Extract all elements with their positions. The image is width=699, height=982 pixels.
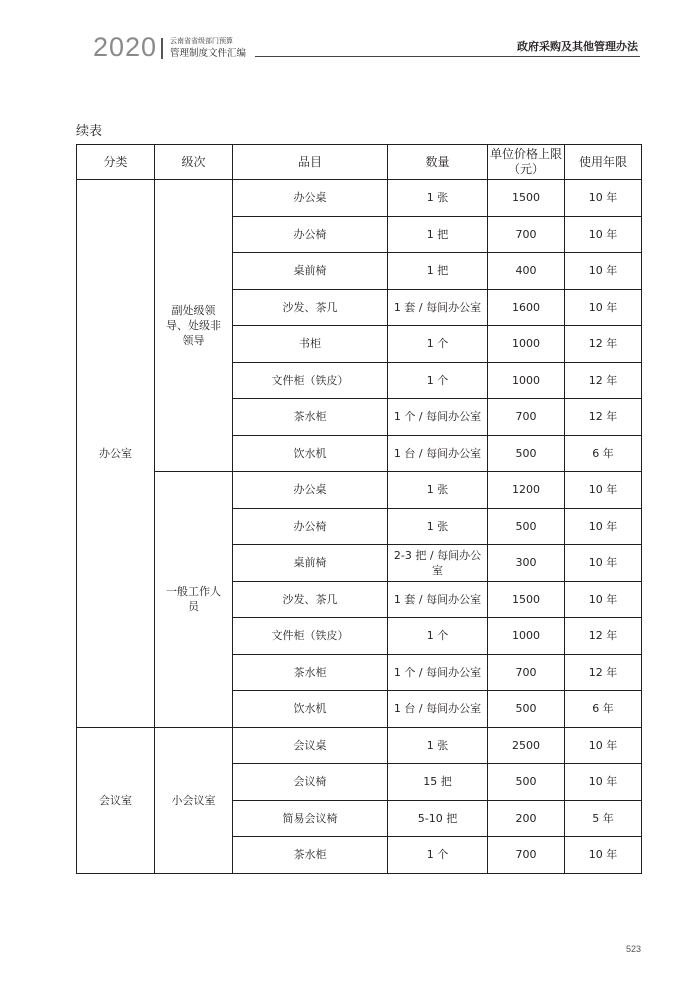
years-cell: 5 年	[565, 800, 642, 837]
years-cell: 6 年	[565, 691, 642, 728]
header-level: 级次	[155, 145, 233, 180]
quantity-cell: 1 个	[388, 837, 488, 874]
quantity-cell: 1 个	[388, 362, 488, 399]
continued-label: 续表	[76, 124, 103, 139]
table-row	[77, 472, 642, 509]
years-cell: 10 年	[565, 508, 642, 545]
years-cell: 12 年	[565, 399, 642, 436]
quantity-cell: 1 个	[388, 618, 488, 655]
header-item: 品目	[233, 145, 388, 180]
price-cell: 1000	[488, 618, 565, 655]
quantity-cell: 1 把	[388, 253, 488, 290]
quantity-cell: 1 张	[388, 472, 488, 509]
level-cell: 小会议室	[155, 727, 233, 873]
item-cell: 茶水柜	[233, 654, 388, 691]
price-cell: 500	[488, 508, 565, 545]
quantity-cell: 5-10 把	[388, 800, 488, 837]
price-cell: 700	[488, 654, 565, 691]
years-cell: 10 年	[565, 180, 642, 217]
quantity-cell: 1 个 / 每间办公室	[388, 654, 488, 691]
quantity-cell: 1 套 / 每间办公室	[388, 581, 488, 618]
header-subtitle-bottom: 管理制度文件汇编	[170, 48, 247, 59]
item-cell: 办公桌	[233, 180, 388, 217]
price-cell: 1000	[488, 326, 565, 363]
item-cell: 桌前椅	[233, 545, 388, 582]
item-cell: 简易会议椅	[233, 800, 388, 837]
item-cell: 饮水机	[233, 435, 388, 472]
item-cell: 桌前椅	[233, 253, 388, 290]
price-cell: 700	[488, 399, 565, 436]
price-cell: 700	[488, 216, 565, 253]
header-divider	[161, 38, 163, 59]
level-cell: 副处级领导、处级非领导	[155, 180, 233, 472]
quantity-cell: 1 张	[388, 508, 488, 545]
years-cell: 10 年	[565, 289, 642, 326]
table-row	[77, 180, 642, 217]
header-price-limit: 单位价格上限（元）	[488, 145, 565, 180]
item-cell: 会议椅	[233, 764, 388, 801]
item-cell: 茶水柜	[233, 399, 388, 436]
price-cell: 2500	[488, 727, 565, 764]
price-cell: 1500	[488, 581, 565, 618]
price-cell: 300	[488, 545, 565, 582]
years-cell: 10 年	[565, 581, 642, 618]
years-cell: 10 年	[565, 253, 642, 290]
quantity-cell: 15 把	[388, 764, 488, 801]
header-section-title: 政府采购及其他管理办法	[517, 40, 638, 53]
years-cell: 10 年	[565, 727, 642, 764]
quantity-cell: 1 套 / 每间办公室	[388, 289, 488, 326]
header-subtitle-top: 云南省省级部门预算	[170, 37, 233, 45]
quantity-cell: 1 个	[388, 326, 488, 363]
price-cell: 500	[488, 764, 565, 801]
years-cell: 12 年	[565, 654, 642, 691]
category-cell: 办公室	[77, 180, 155, 728]
years-cell: 12 年	[565, 362, 642, 399]
price-cell: 1000	[488, 362, 565, 399]
quantity-cell: 1 台 / 每间办公室	[388, 691, 488, 728]
years-cell: 12 年	[565, 618, 642, 655]
item-cell: 办公桌	[233, 472, 388, 509]
price-cell: 700	[488, 837, 565, 874]
header-service-years: 使用年限	[565, 145, 642, 180]
item-cell: 饮水机	[233, 691, 388, 728]
header-year: 2020	[93, 32, 158, 62]
price-cell: 400	[488, 253, 565, 290]
page-number: 523	[626, 944, 642, 954]
table-header-row	[77, 145, 642, 180]
header-category: 分类	[77, 145, 155, 180]
quantity-cell: 2-3 把 / 每间办公室	[388, 545, 488, 582]
standards-table	[76, 144, 642, 874]
price-cell: 500	[488, 435, 565, 472]
quantity-cell: 1 把	[388, 216, 488, 253]
item-cell: 会议桌	[233, 727, 388, 764]
price-cell: 1200	[488, 472, 565, 509]
item-cell: 办公椅	[233, 216, 388, 253]
item-cell: 办公椅	[233, 508, 388, 545]
years-cell: 6 年	[565, 435, 642, 472]
price-cell: 1500	[488, 180, 565, 217]
years-cell: 10 年	[565, 472, 642, 509]
item-cell: 沙发、茶几	[233, 289, 388, 326]
years-cell: 10 年	[565, 837, 642, 874]
years-cell: 12 年	[565, 326, 642, 363]
item-cell: 沙发、茶几	[233, 581, 388, 618]
item-cell: 书柜	[233, 326, 388, 363]
years-cell: 10 年	[565, 764, 642, 801]
price-cell: 500	[488, 691, 565, 728]
table-row	[77, 727, 642, 764]
price-cell: 200	[488, 800, 565, 837]
quantity-cell: 1 个 / 每间办公室	[388, 399, 488, 436]
header-rule	[255, 56, 640, 57]
item-cell: 文件柜（铁皮）	[233, 618, 388, 655]
header-quantity: 数量	[388, 145, 488, 180]
quantity-cell: 1 台 / 每间办公室	[388, 435, 488, 472]
item-cell: 文件柜（铁皮）	[233, 362, 388, 399]
years-cell: 10 年	[565, 216, 642, 253]
category-cell: 会议室	[77, 727, 155, 873]
level-cell: 一般工作人员	[155, 472, 233, 728]
item-cell: 茶水柜	[233, 837, 388, 874]
years-cell: 10 年	[565, 545, 642, 582]
price-cell: 1600	[488, 289, 565, 326]
quantity-cell: 1 张	[388, 727, 488, 764]
quantity-cell: 1 张	[388, 180, 488, 217]
